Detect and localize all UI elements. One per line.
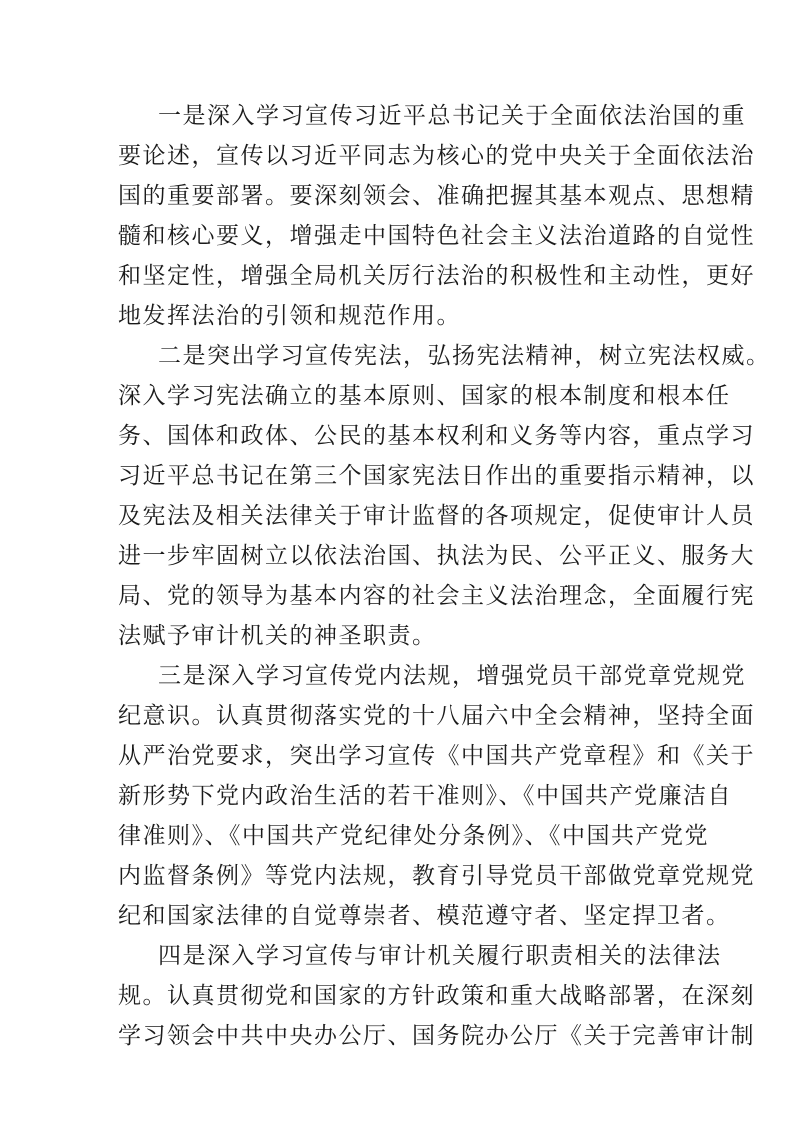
paragraph-line: 律准则》、《中国共产党纪律处分条例》、《中国共产党党 bbox=[118, 823, 709, 849]
paragraph-line: 和坚定性，增强全局机关厉行法治的积极性和主动性，更好 bbox=[118, 263, 755, 289]
paragraph-line: 髓和核心要义，增强走中国特色社会主义法治道路的自觉性 bbox=[118, 223, 755, 249]
paragraph-line: 深入学习宪法确立的基本原则、国家的根本制度和根本任 bbox=[118, 383, 731, 409]
paragraph-line: 一是深入学习宣传习近平总书记关于全面依法治国的重 bbox=[158, 103, 746, 129]
paragraph-line: 局、党的领导为基本内容的社会主义法治理念，全面履行宪 bbox=[118, 583, 755, 609]
paragraph-line: 二是突出学习宣传宪法，弘扬宪法精神，树立宪法权威。 bbox=[158, 343, 771, 369]
paragraph-line: 进一步牢固树立以依法治国、执法为民、公平正义、服务大 bbox=[118, 543, 755, 569]
paragraph-line: 务、国体和政体、公民的基本权利和义务等内容，重点学习 bbox=[118, 423, 755, 449]
paragraph-line: 学习领会中共中央办公厅、国务院办公厅《关于完善审计制 bbox=[118, 1023, 755, 1049]
paragraph-line: 从严治党要求，突出学习宣传《中国共产党章程》和《关于 bbox=[118, 743, 755, 769]
paragraph-line: 三是深入学习宣传党内法规，增强党员干部党章党规党 bbox=[158, 663, 746, 689]
paragraph-line: 要论述，宣传以习近平同志为核心的党中央关于全面依法治 bbox=[118, 143, 755, 169]
paragraph-line: 法赋予审计机关的神圣职责。 bbox=[118, 623, 437, 649]
paragraph-line: 规。认真贯彻党和国家的方针政策和重大战略部署，在深刻 bbox=[118, 983, 755, 1009]
paragraph-line: 新形势下党内政治生活的若干准则》、《中国共产党廉洁自 bbox=[118, 783, 732, 809]
paragraph-line: 及宪法及相关法律关于审计监督的各项规定，促使审计人员 bbox=[118, 503, 755, 529]
paragraph-line: 习近平总书记在第三个国家宪法日作出的重要指示精神，以 bbox=[118, 463, 755, 489]
paragraph-line: 四是深入学习宣传与审计机关履行职责相关的法律法 bbox=[158, 943, 722, 969]
paragraph-line: 纪和国家法律的自觉尊崇者、模范遵守者、坚定捍卫者。 bbox=[118, 903, 731, 929]
paragraph-line: 国的重要部署。要深刻领会、准确把握其基本观点、思想精 bbox=[118, 183, 755, 209]
paragraph-line: 纪意识。认真贯彻落实党的十八届六中全会精神，坚持全面 bbox=[118, 703, 755, 729]
paragraph-line: 内监督条例》等党内法规，教育引导党员干部做党章党规党 bbox=[118, 863, 755, 889]
paragraph-line: 地发挥法治的引领和规范作用。 bbox=[118, 303, 461, 329]
